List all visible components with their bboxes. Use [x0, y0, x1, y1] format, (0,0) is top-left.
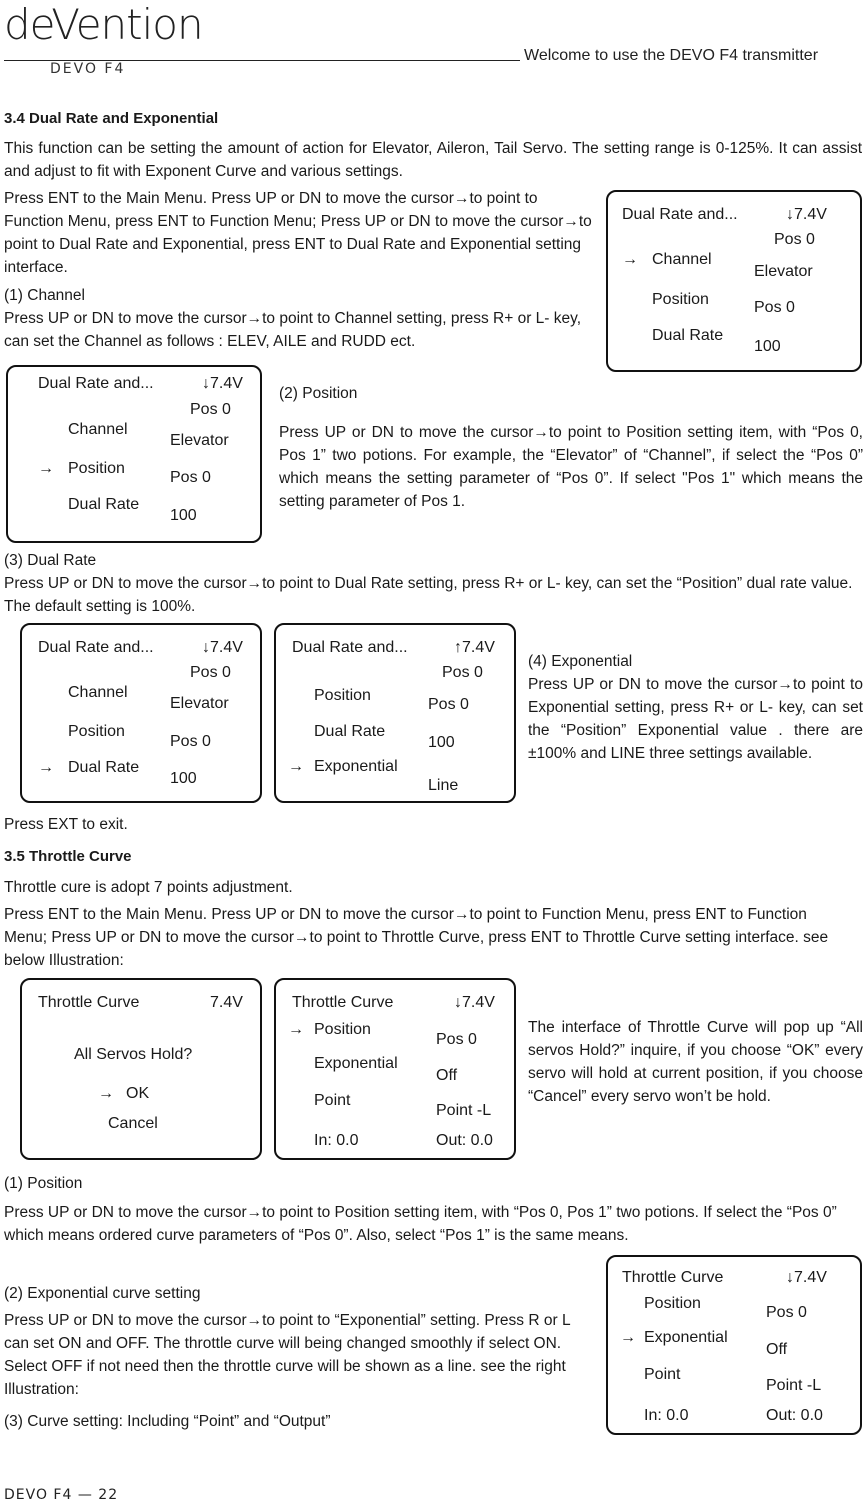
lcd-hold-question: All Servos Hold? — [74, 1046, 193, 1063]
s34-intro: This function can be setting the amount of action for Elevator, Aileron, Tail Servo. The setting range is 0-125%. It can assist and adjust to fit with Exponent Curve and various settings. — [4, 140, 862, 180]
lcd-value-dual-rate: 100 — [754, 338, 781, 355]
cursor-arrow-icon: → — [98, 1085, 114, 1102]
lcd-item-position: Position — [68, 460, 125, 477]
s34-channel-title: (1) Channel — [4, 287, 85, 304]
lcd-item-position: Position — [314, 1021, 371, 1038]
lcd-dual-rate-exponential — [274, 623, 516, 803]
lcd-item-point: Point — [644, 1366, 681, 1383]
lcd-value-dual-rate: 100 — [428, 734, 455, 751]
cursor-arrow-icon: → — [622, 251, 638, 268]
s34-enter: Press ENT to the Main Menu. Press UP or DN to move the cursor→to point to Function Menu, press ENT to Function Menu; Press UP or DN to move the cursor→to point to Dual Rate and Exponential, press ENT to Dual Rate and Exponential setting interface. — [4, 190, 592, 276]
lcd-option-cancel: Cancel — [108, 1115, 158, 1132]
lcd-item-dual-rate: Dual Rate — [652, 327, 724, 344]
cursor-arrow-icon: → — [288, 1021, 304, 1038]
lcd-value-position: Pos 0 — [754, 299, 795, 316]
lcd-value-point: Point -L — [766, 1377, 822, 1394]
lcd-battery: ↓7.4V — [786, 1269, 827, 1286]
lcd-value-position: Pos 0 — [170, 733, 211, 750]
lcd-value-exponential: Off — [766, 1341, 788, 1358]
lcd-pos: Pos 0 — [774, 231, 815, 248]
lcd-value-exponential: Off — [436, 1067, 458, 1084]
s34-expo-text: Press UP or DN to move the cursor→to point to Exponential setting, press R+ or L- key, can set the “Position” Exponential value . there are ±100% and LINE three settings available. — [528, 676, 863, 762]
cursor-arrow-icon: → — [620, 1329, 636, 1346]
s35-position-text: Press UP or DN to move the cursor→to point to Position setting item, with “Pos 0, Pos 1” two potions. If select the “Pos 0” which means ordered curve parameters of “Pos 0”. Also, select “Pos 1” is the same means. — [4, 1204, 837, 1244]
lcd-item-position: Position — [644, 1295, 701, 1312]
lcd-item-point: Point — [314, 1092, 351, 1109]
s35-intro: Throttle cure is adopt 7 points adjustment. — [4, 879, 293, 896]
page-footer: DEVO F4 — 22 — [4, 1487, 119, 1503]
s34-position-text: Press UP or DN to move the cursor→to point to Position setting item, with “Pos 0, Pos 1” two potions. For example, the “Elevator” of “Channel”, if select the “Pos 0” which means the setting parameter of “Pos 0”. If select "Pos 1" which means the setting parameter of Pos 1. — [279, 424, 863, 510]
lcd-pos: Pos 0 — [442, 664, 483, 681]
lcd-throttle-hold — [20, 978, 262, 1160]
lcd-title: Dual Rate and... — [622, 206, 738, 223]
brand-model: DEVO F4 — [50, 61, 126, 77]
lcd-item-dual-rate: Dual Rate — [68, 496, 140, 513]
s35-position-title: (1) Position — [4, 1175, 83, 1192]
lcd-dual-rate-dualrate — [20, 623, 262, 803]
lcd-item-position: Position — [68, 723, 125, 740]
lcd-value-exponential: Line — [428, 777, 459, 794]
s34-exit: Press EXT to exit. — [4, 816, 128, 833]
lcd-item-dual-rate: Dual Rate — [68, 759, 140, 776]
lcd-item-dual-rate: Dual Rate — [314, 723, 386, 740]
lcd-option-ok: OK — [126, 1085, 150, 1102]
s34-dualrate-title: (3) Dual Rate — [4, 552, 97, 569]
lcd-input: In: 0.0 — [314, 1132, 359, 1149]
lcd-throttle-exponential — [606, 1255, 862, 1435]
lcd-item-exponential: Exponential — [314, 758, 398, 775]
lcd-value-dual-rate: 100 — [170, 507, 197, 524]
lcd-battery: 7.4V — [210, 994, 243, 1011]
lcd-throttle-position — [274, 978, 516, 1160]
lcd-value-position: Pos 0 — [428, 696, 469, 713]
cursor-arrow-icon: → — [38, 460, 54, 477]
lcd-battery: ↓7.4V — [202, 375, 243, 392]
lcd-value-channel: Elevator — [754, 263, 813, 280]
lcd-value-dual-rate: 100 — [170, 770, 197, 787]
lcd-value-position: Pos 0 — [436, 1031, 477, 1048]
header-welcome: Welcome to use the DEVO F4 transmitter — [524, 47, 819, 64]
s35-expo-title: (2) Exponential curve setting — [4, 1285, 201, 1302]
lcd-item-channel: Channel — [68, 421, 128, 438]
s34-dualrate-text: Press UP or DN to move the cursor→to point to Dual Rate setting, press R+ or L- key, can set the “Position” dual rate value. The default setting is 100%. — [4, 575, 853, 615]
lcd-value-channel: Elevator — [170, 432, 229, 449]
cursor-arrow-icon: → — [38, 759, 54, 776]
s34-expo-title: (4) Exponential — [528, 653, 633, 670]
lcd-title: Throttle Curve — [38, 994, 140, 1011]
lcd-item-channel: Channel — [652, 251, 712, 268]
lcd-dual-rate-position — [6, 365, 262, 543]
lcd-item-position: Position — [314, 687, 371, 704]
lcd-battery: ↑7.4V — [454, 639, 495, 656]
cursor-arrow-icon: → — [288, 758, 304, 775]
lcd-item-position: Position — [652, 291, 709, 308]
lcd-value-position: Pos 0 — [170, 469, 211, 486]
brand-logo: deVention — [4, 0, 203, 49]
lcd-battery: ↓7.4V — [202, 639, 243, 656]
lcd-item-exponential: Exponential — [644, 1329, 728, 1346]
lcd-title: Dual Rate and... — [38, 639, 154, 656]
section-title-3-4: 3.4 Dual Rate and Exponential — [4, 110, 219, 127]
s35-popup-text: The interface of Throttle Curve will pop up “All servos Hold?” inquire, if you choose “OK” every servo will hold at current position, if you choose “Cancel” every servo won’t be hold. — [528, 1019, 863, 1105]
lcd-dual-rate-channel — [606, 190, 862, 372]
s34-position-title: (2) Position — [279, 385, 358, 402]
s35-enter: Press ENT to the Main Menu. Press UP or DN to move the cursor→to point to Function Menu, press ENT to Function Menu; Press UP or DN to move the cursor→to point to Throttle Curve, press ENT to Throttle Curve setting interface. see below Illustration: — [4, 906, 829, 969]
s35-curve-title: (3) Curve setting: Including “Point” and “Output” — [4, 1413, 331, 1430]
lcd-battery: ↓7.4V — [454, 994, 495, 1011]
lcd-output: Out: 0.0 — [766, 1407, 823, 1424]
lcd-title: Throttle Curve — [622, 1269, 724, 1286]
s34-channel-text: Press UP or DN to move the cursor→to point to Channel setting, press R+ or L- key, can set the Channel as follows : ELEV, AILE and RUDD ect. — [4, 310, 582, 350]
lcd-value-position: Pos 0 — [766, 1304, 807, 1321]
lcd-item-channel: Channel — [68, 684, 128, 701]
lcd-title: Throttle Curve — [292, 994, 394, 1011]
section-title-3-5: 3.5 Throttle Curve — [4, 848, 132, 865]
lcd-value-channel: Elevator — [170, 695, 229, 712]
lcd-battery: ↓7.4V — [786, 206, 827, 223]
lcd-output: Out: 0.0 — [436, 1132, 493, 1149]
lcd-pos: Pos 0 — [190, 401, 231, 418]
s35-expo-text: Press UP or DN to move the cursor→to point to “Exponential” setting. Press R or L can set ON and OFF. The throttle curve will being changed smoothly if select ON. Select OFF if not need then the throttle curve will be shown as a line. see the right Illustration: — [4, 1312, 570, 1398]
lcd-input: In: 0.0 — [644, 1407, 689, 1424]
header-rule — [4, 60, 520, 61]
lcd-title: Dual Rate and... — [292, 639, 408, 656]
lcd-title: Dual Rate and... — [38, 375, 154, 392]
lcd-value-point: Point -L — [436, 1102, 492, 1119]
lcd-item-exponential: Exponential — [314, 1055, 398, 1072]
lcd-pos: Pos 0 — [190, 664, 231, 681]
